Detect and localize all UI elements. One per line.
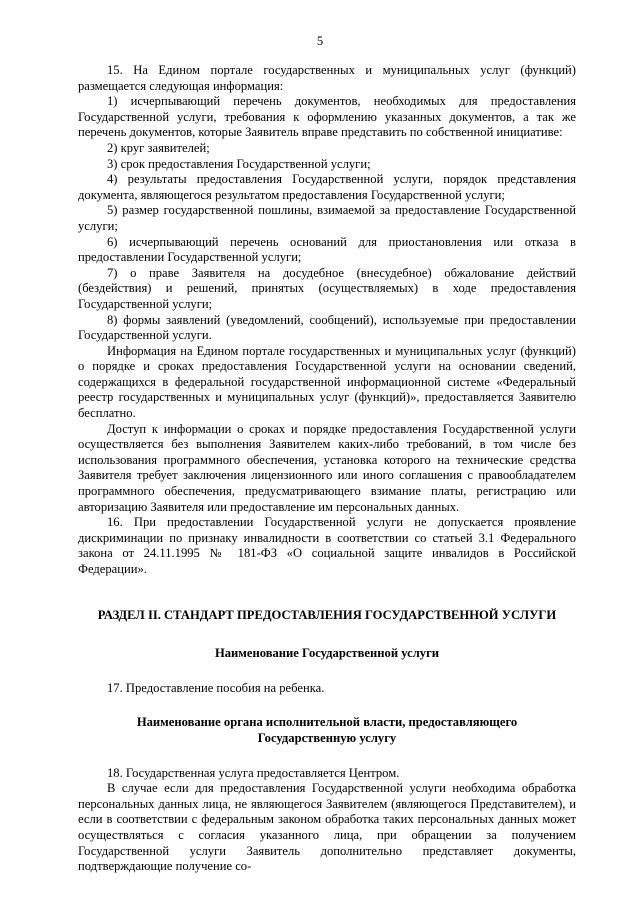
sub-heading-authority-line2: Государственную услугу [257,730,397,745]
list-item-6: 6) исчерпывающий перечень оснований для приостановления или отказа в предоставлении Государственной услуги; [78,234,576,265]
document-body [78,63,576,875]
paragraph-18-continued: В случае если для предоставления Государственной услуги необходима обработка персональных данных лица, не являющегося Заявителем (являющегося Представителем), и если в соответствии с федеральным законом обработка таких персональных данных может осуществляться с согласия указанного лица, при обращении за получением Государственной услуги Заявитель дополнительно представляет документы, подтверждающие получение со- [78,781,576,874]
list-item-2: 2) круг заявителей; [107,140,210,155]
list-item-4: 4) результаты предоставления Государственной услуги, порядок представления документа, являющегося результатом предоставления Государственной услуги; [78,172,576,202]
paragraph-17: 17. Предоставление пособия на ребенка. [107,680,325,695]
list-item-3: 3) срок предоставления Государственной услуги; [107,156,371,171]
list-item-8: 8) формы заявлений (уведомлений, сообщений), используемые при предоставлении Государственной услуги. [78,312,576,343]
section-heading: РАЗДЕЛ II. СТАНДАРТ ПРЕДОСТАВЛЕНИЯ ГОСУДАРСТВЕННОЙ УСЛУГИ [97,607,557,622]
page-number: 5 [316,34,324,48]
list-item-1: 1) исчерпывающий перечень документов, необходимых для предоставления Государственной услуги, требования к оформлению указанных документов, а так же перечень документов, которые Заявитель вправе представить по собственной инициативе: [78,94,576,140]
paragraph-15: 15. На Едином портале государственных и муниципальных услуг (функций) размещается следующая информация: [78,63,576,93]
sub-heading-authority-line1: Наименование органа исполнительной власти, предоставляющего [136,715,518,730]
paragraph-info: Информация на Едином портале государственных и муниципальных услуг (функций) о порядке и сроках предоставления Государственной услуги на основании сведений, содержащихся в федеральной государственной информационной системе «Федеральный реестр государственных и муниципальных услуг (функций)», предоставляется Заявителю бесплатно. [78,343,576,421]
sub-heading-service-name: Наименование Государственной услуги [214,646,440,661]
paragraph-16: 16. При предоставлении Государственной услуги не допускается проявление дискриминации по признаку инвалидности в соответствии со статьей 3.1 Федерального закона от 24.11.1995 № 181-ФЗ «О социальной защите инвалидов в Российской Федерации». [78,515,576,576]
list-item-5: 5) размер государственной пошлины, взимаемой за предоставление Государственной услуги; [78,203,576,233]
paragraph-18: 18. Государственная услуга предоставляется Центром. [107,765,400,780]
paragraph-access: Доступ к информации о сроках и порядке предоставления Государственной услуги осуществляется без выполнения Заявителем каких-либо требований, в том числе без использования программного обеспечения, установка которого на технические средства Заявителя требует заключения лицензионного или иного соглашения с правообладателем программного обеспечения, предусматривающего взимание платы, регистрацию или авторизацию Заявителя или предоставление им персональных данных. [78,421,576,514]
list-item-7: 7) о праве Заявителя на досудебное (внесудебное) обжалование действий (бездействия) и решений, принятых (осуществляемых) в ходе предоставления Государственной услуги; [78,265,576,311]
